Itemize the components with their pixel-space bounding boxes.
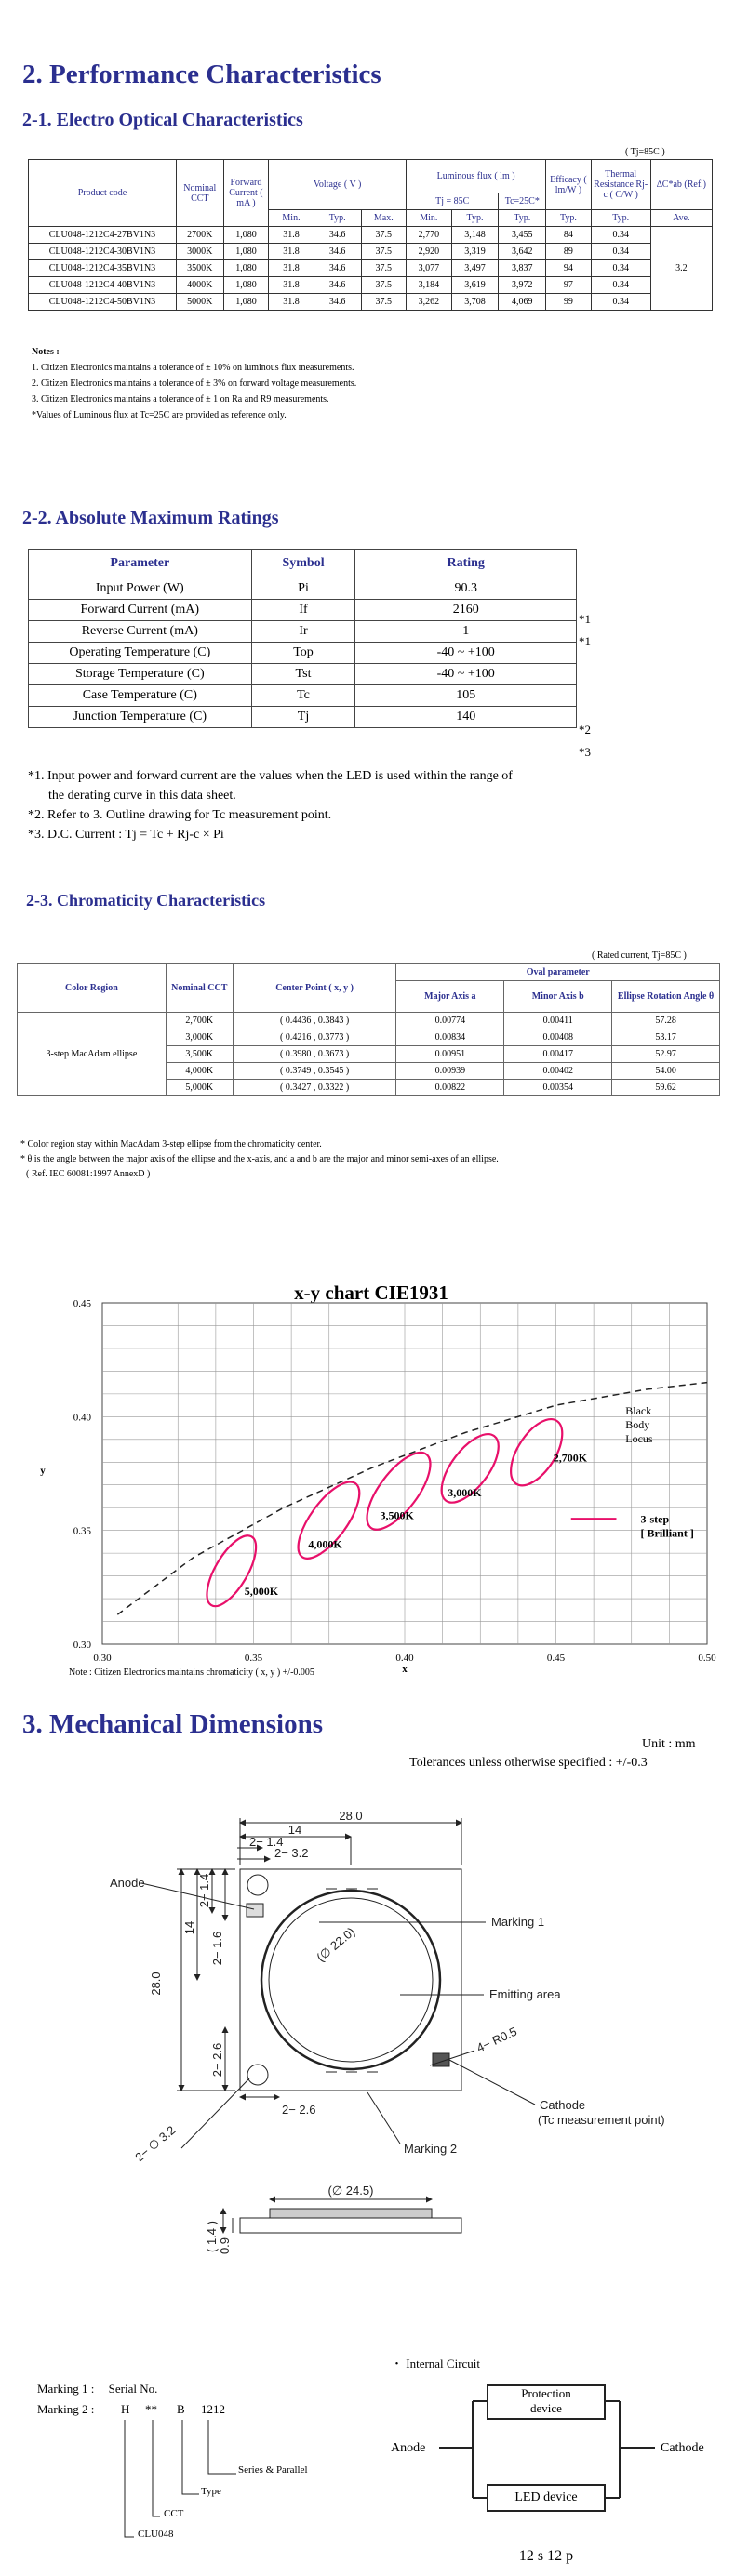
eo-header-fmin: Min. xyxy=(407,210,452,227)
ellipse-label: 4,000K xyxy=(308,1537,342,1551)
amr-rating: -40 ~ +100 xyxy=(355,664,577,685)
y-tick-label: 0.30 xyxy=(73,1640,91,1651)
electro-optical-table xyxy=(28,159,713,311)
eo-vmax: 37.5 xyxy=(361,277,407,294)
eo-eff: 94 xyxy=(546,260,592,277)
chroma-header-major: Major Axis a xyxy=(396,981,504,1013)
chroma-minor: 0.00354 xyxy=(504,1080,612,1096)
ellipse-label: 3,500K xyxy=(380,1508,414,1522)
x-tick-label: 0.45 xyxy=(546,1653,566,1664)
x-tick-label: 0.50 xyxy=(698,1653,716,1664)
table-row xyxy=(29,277,713,294)
amr-symbol: Tj xyxy=(251,707,355,728)
amr-notes xyxy=(28,766,513,844)
chroma-condition: ( Rated current, Tj=85C ) xyxy=(592,950,687,961)
amr-note: the derating curve in this data sheet. xyxy=(48,789,236,803)
eo-ftyp: 3,319 xyxy=(451,244,499,260)
eo-cct: 2700K xyxy=(176,227,223,244)
table-row xyxy=(29,643,577,664)
amr-symbol: Ir xyxy=(251,621,355,643)
eo-notes xyxy=(32,344,356,423)
chroma-major: 0.00822 xyxy=(396,1080,504,1096)
eo-rth: 0.34 xyxy=(591,260,650,277)
protection-line: Protection xyxy=(521,2386,571,2400)
amr-param: Storage Temperature (C) xyxy=(29,664,252,685)
section-title-performance: 2. Performance Characteristics xyxy=(22,60,381,89)
amr-note: *3. D.C. Current : Tj = Tc + Rj-c × Pi xyxy=(28,828,224,842)
eo-header-flux: Luminous flux ( lm ) xyxy=(407,160,546,193)
y-axis-label: y xyxy=(40,1465,46,1477)
locus-label: Body xyxy=(625,1417,650,1431)
amr-note: *1. Input power and forward current are the values when the LED is used within the range of xyxy=(28,769,513,783)
circuit-anode: Anode xyxy=(391,2441,426,2455)
eo-ftc: 3,972 xyxy=(499,277,546,294)
eo-eff: 84 xyxy=(546,227,592,244)
chroma-cct: 4,000K xyxy=(166,1063,233,1080)
dim-h2-2.6: 2− 2.6 xyxy=(282,2103,316,2117)
eo-vmin: 31.8 xyxy=(269,244,314,260)
dim-14: 14 xyxy=(287,1823,302,1837)
eo-eff: 89 xyxy=(546,244,592,260)
eo-ftyp: 3,708 xyxy=(451,294,499,311)
marking2-b: B xyxy=(177,2402,185,2416)
ellipse-label: 3,000K xyxy=(448,1485,482,1499)
eo-header-ftc: Typ. xyxy=(499,210,546,227)
chroma-notes xyxy=(20,1137,499,1182)
amr-param: Junction Temperature (C) xyxy=(29,707,252,728)
chroma-cct: 5,000K xyxy=(166,1080,233,1096)
chroma-cct: 2,700K xyxy=(166,1013,233,1029)
chroma-minor: 0.00402 xyxy=(504,1063,612,1080)
eo-fmin: 3,184 xyxy=(407,277,452,294)
chroma-major: 0.00951 xyxy=(396,1046,504,1063)
eo-code: CLU048-1212C4-30BV1N3 xyxy=(29,244,177,260)
chroma-major: 0.00774 xyxy=(396,1013,504,1029)
section-title-mechanical: 3. Mechanical Dimensions xyxy=(22,1709,324,1739)
eo-header-thermal: Thermal Resistance Rj-c ( C/W ) xyxy=(591,160,650,210)
chroma-angle: 59.62 xyxy=(612,1080,720,1096)
dim-t1.4: ( 1.4 ) xyxy=(205,2221,219,2252)
led-ring xyxy=(261,1891,440,2069)
chroma-note: * θ is the angle between the major axis of the ellipse and the x-axis, and a and b are the major and minor semi-axes of an ellipse. xyxy=(20,1154,499,1164)
ellipse-label: 5,000K xyxy=(244,1585,279,1599)
eo-fmin: 2,770 xyxy=(407,227,452,244)
amr-header-param: Parameter xyxy=(29,550,252,578)
eo-code: CLU048-1212C4-35BV1N3 xyxy=(29,260,177,277)
amr-param: Operating Temperature (C) xyxy=(29,643,252,664)
eo-vmax: 37.5 xyxy=(361,260,407,277)
amr-rating: 140 xyxy=(355,707,577,728)
eo-vmin: 31.8 xyxy=(269,260,314,277)
eo-header-efficacy: Efficacy ( lm/W ) xyxy=(546,160,592,210)
marking-series-parallel: Series & Parallel xyxy=(238,2464,308,2476)
eo-rth: 0.34 xyxy=(591,294,650,311)
dim-v2-1.6: 2− 1.6 xyxy=(210,1931,224,1966)
x-tick-label: 0.30 xyxy=(93,1653,112,1664)
chroma-center: ( 0.3980 , 0.3673 ) xyxy=(233,1046,396,1063)
eo-vtyp: 34.6 xyxy=(314,244,361,260)
dim-phi3.2: 2− ∅ 3.2 xyxy=(132,2122,179,2165)
callout-marking1: Marking 1 xyxy=(491,1915,545,1929)
abs-max-table xyxy=(28,549,577,728)
eo-vtyp: 34.6 xyxy=(314,260,361,277)
callout-cathode: Cathode xyxy=(540,2098,586,2112)
amr-symbol: If xyxy=(251,600,355,621)
eo-header-vmin: Min. xyxy=(269,210,314,227)
eo-note: 2. Citizen Electronics maintains a tolerance of ± 3% on forward voltage measurements. xyxy=(32,378,357,389)
eo-header-cct: Nominal CCT xyxy=(176,160,223,227)
chroma-minor: 0.00408 xyxy=(504,1029,612,1046)
marking-clu048: CLU048 xyxy=(138,2529,174,2540)
chart-title: x-y chart CIE1931 xyxy=(294,1281,448,1304)
dim-v2-1.4: 2− 1.4 xyxy=(197,1873,211,1908)
amr-param: Case Temperature (C) xyxy=(29,685,252,707)
dim-t0.9: 0.9 xyxy=(218,2237,232,2255)
eo-code: CLU048-1212C4-40BV1N3 xyxy=(29,277,177,294)
eo-ftyp: 3,497 xyxy=(451,260,499,277)
chroma-center: ( 0.4216 , 0.3773 ) xyxy=(233,1029,396,1046)
eo-rth: 0.34 xyxy=(591,277,650,294)
amr-rating: 1 xyxy=(355,621,577,643)
table-row xyxy=(29,600,577,621)
amr-symbol: Tst xyxy=(251,664,355,685)
amr-header-symbol: Symbol xyxy=(251,550,355,578)
y-tick-label: 0.45 xyxy=(73,1298,91,1309)
macadam-ellipse xyxy=(197,1529,265,1613)
circuit-cathode: Cathode xyxy=(661,2441,704,2455)
dim-v14: 14 xyxy=(182,1920,196,1935)
callout-marking2: Marking 2 xyxy=(404,2142,458,2156)
eo-condition: ( Tj=85C ) xyxy=(625,147,665,157)
marking-legend xyxy=(37,2382,157,2397)
marking-legend-lines xyxy=(112,2418,242,2557)
chroma-region: 3-step MacAdam ellipse xyxy=(18,1013,167,1096)
table-row xyxy=(18,1013,720,1029)
marking2-label: Marking 2 : xyxy=(37,2402,95,2416)
chroma-angle: 53.17 xyxy=(612,1029,720,1046)
eo-code: CLU048-1212C4-27BV1N3 xyxy=(29,227,177,244)
macadam-ellipse xyxy=(355,1443,441,1540)
chroma-cct: 3,500K xyxy=(166,1046,233,1063)
chroma-note: ( Ref. IEC 60081:1997 AnnexD ) xyxy=(26,1169,151,1179)
chroma-center: ( 0.3427 , 0.3322 ) xyxy=(233,1080,396,1096)
eo-fmin: 3,077 xyxy=(407,260,452,277)
eo-current: 1,080 xyxy=(223,244,269,260)
eo-fmin: 2,920 xyxy=(407,244,452,260)
dim-phi22: (∅ 22.0) xyxy=(314,1924,358,1965)
marking2-h: H xyxy=(121,2402,130,2416)
dim-height: 28.0 xyxy=(149,1972,163,1996)
marking1-label: Marking 1 : xyxy=(37,2382,95,2396)
eo-fmin: 3,262 xyxy=(407,294,452,311)
circuit-config: 12 s 12 p xyxy=(518,2548,574,2564)
eo-vmin: 31.8 xyxy=(269,294,314,311)
chroma-header-minor: Minor Axis b xyxy=(504,981,612,1013)
eo-eff: 97 xyxy=(546,277,592,294)
eo-cct: 3000K xyxy=(176,244,223,260)
amr-rating: -40 ~ +100 xyxy=(355,643,577,664)
amr-note: *2. Refer to 3. Outline drawing for Tc measurement point. xyxy=(28,808,332,822)
eo-header-tc: Tc=25C* xyxy=(499,193,546,210)
eo-rth: 0.34 xyxy=(591,227,650,244)
table-row xyxy=(29,664,577,685)
chroma-header-angle: Ellipse Rotation Angle θ xyxy=(612,981,720,1013)
table-row xyxy=(29,621,577,643)
eo-header-rthtyp: Typ. xyxy=(591,210,650,227)
dim-width: 28.0 xyxy=(339,1809,363,1823)
callout-tc-point: (Tc measurement point) xyxy=(538,2113,665,2127)
chroma-angle: 52.97 xyxy=(612,1046,720,1063)
mechanical-drawing xyxy=(0,1772,735,2325)
marking1-value: Serial No. xyxy=(108,2382,158,2396)
eo-header-ave: Ave. xyxy=(650,210,712,227)
x-axis-label: x xyxy=(402,1664,408,1675)
amr-rating: 105 xyxy=(355,685,577,707)
mounting-hole-bottom xyxy=(247,2065,268,2085)
eo-vtyp: 34.6 xyxy=(314,294,361,311)
dim-2-3.2: 2− 3.2 xyxy=(274,1846,309,1860)
eo-vtyp: 34.6 xyxy=(314,227,361,244)
package-outline xyxy=(240,1869,461,2091)
eo-ftc: 4,069 xyxy=(499,294,546,311)
eo-ftc: 3,837 xyxy=(499,260,546,277)
chroma-header-cct: Nominal CCT xyxy=(166,964,233,1013)
ellipse-label: 2,700K xyxy=(553,1451,588,1465)
eo-notes-title: Notes : xyxy=(32,347,60,357)
table-row xyxy=(29,685,577,707)
eo-header-tj: Tj = 85C xyxy=(407,193,499,210)
amr-footnote-ref: *1 xyxy=(579,612,591,626)
dim-v2-2.6: 2− 2.6 xyxy=(210,2042,224,2078)
chroma-header-oval: Oval parameter xyxy=(396,964,720,981)
unit-label: Unit : mm xyxy=(642,1737,696,1751)
marking-type: Type xyxy=(201,2486,221,2497)
eo-ftyp: 3,619 xyxy=(451,277,499,294)
eo-header-current: Forward Current ( mA ) xyxy=(223,160,269,227)
protection-line: device xyxy=(530,2401,562,2415)
eo-header-product: Product code xyxy=(29,160,177,227)
eo-header-vmax: Max. xyxy=(361,210,407,227)
amr-param: Input Power (W) xyxy=(29,578,252,600)
eo-code: CLU048-1212C4-50BV1N3 xyxy=(29,294,177,311)
locus-label: Locus xyxy=(625,1431,653,1445)
table-row xyxy=(29,227,713,244)
legend-label: [ Brilliant ] xyxy=(640,1526,694,1540)
chroma-header-center: Center Point ( x, y ) xyxy=(233,964,396,1013)
callout-emitting: Emitting area xyxy=(489,1987,561,2001)
chart-note: Note : Citizen Electronics maintains chromaticity ( x, y ) +/-0.005 xyxy=(69,1667,314,1678)
eo-cct: 4000K xyxy=(176,277,223,294)
eo-note: 3. Citizen Electronics maintains a tolerance of ± 1 on Ra and R9 measurements. xyxy=(32,394,329,405)
tolerance-label: Tolerances unless otherwise specified : +/-0.3 xyxy=(409,1756,648,1770)
eo-ftyp: 3,148 xyxy=(451,227,499,244)
protection-device-label xyxy=(488,2386,605,2416)
dim-phi24.5: (∅ 24.5) xyxy=(327,2184,374,2198)
table-row xyxy=(29,707,577,728)
eo-cct: 5000K xyxy=(176,294,223,311)
subsection-title-abs-max: 2-2. Absolute Maximum Ratings xyxy=(22,508,279,528)
chromaticity-table xyxy=(17,963,720,1096)
subsection-title-electro-optical: 2-1. Electro Optical Characteristics xyxy=(22,110,303,130)
eo-current: 1,080 xyxy=(223,294,269,311)
chroma-angle: 54.00 xyxy=(612,1063,720,1080)
eo-header-dcab: ∆C*ab (Ref.) xyxy=(650,160,712,210)
side-view xyxy=(240,2218,461,2233)
chroma-header-region: Color Region xyxy=(18,964,167,1013)
eo-vmax: 37.5 xyxy=(361,227,407,244)
mounting-hole-top xyxy=(247,1875,268,1895)
eo-note: 1. Citizen Electronics maintains a tolerance of ± 10% on luminous flux measurements. xyxy=(32,363,354,373)
eo-vmin: 31.8 xyxy=(269,227,314,244)
eo-header-vtyp: Typ. xyxy=(314,210,361,227)
x-tick-label: 0.35 xyxy=(244,1653,263,1664)
eo-ftc: 3,642 xyxy=(499,244,546,260)
chroma-center: ( 0.3749 , 0.3545 ) xyxy=(233,1063,396,1080)
eo-header-ftyp: Typ. xyxy=(451,210,499,227)
table-row xyxy=(29,244,713,260)
dim-r05: 4− R0.5 xyxy=(474,2024,519,2055)
led-device-label: LED device xyxy=(514,2490,578,2504)
amr-footnote-ref: *2 xyxy=(579,723,591,737)
black-body-locus xyxy=(117,1383,707,1615)
chroma-minor: 0.00417 xyxy=(504,1046,612,1063)
chroma-note: * Color region stay within MacAdam 3-step ellipse from the chromaticity center. xyxy=(20,1139,322,1149)
locus-label: Black xyxy=(625,1403,652,1417)
marking-cct: CCT xyxy=(164,2508,184,2519)
amr-symbol: Tc xyxy=(251,685,355,707)
eo-dcab-value: 3.2 xyxy=(650,227,712,311)
eo-rth: 0.34 xyxy=(591,244,650,260)
eo-current: 1,080 xyxy=(223,260,269,277)
eo-vmax: 37.5 xyxy=(361,244,407,260)
chroma-center: ( 0.4436 , 0.3843 ) xyxy=(233,1013,396,1029)
eo-header-voltage: Voltage ( V ) xyxy=(269,160,407,210)
eo-eff: 99 xyxy=(546,294,592,311)
eo-header-efftyp: Typ. xyxy=(546,210,592,227)
callout-anode: Anode xyxy=(110,1876,145,1890)
eo-cct: 3500K xyxy=(176,260,223,277)
eo-current: 1,080 xyxy=(223,277,269,294)
amr-header-rating: Rating xyxy=(355,550,577,578)
subsection-title-chromaticity: 2-3. Chromaticity Characteristics xyxy=(26,891,266,910)
eo-vtyp: 34.6 xyxy=(314,277,361,294)
x-tick-label: 0.40 xyxy=(395,1653,414,1664)
chroma-major: 0.00834 xyxy=(396,1029,504,1046)
eo-current: 1,080 xyxy=(223,227,269,244)
amr-symbol: Top xyxy=(251,643,355,664)
table-row xyxy=(29,260,713,277)
marking2-stars: ** xyxy=(145,2402,157,2416)
eo-vmax: 37.5 xyxy=(361,294,407,311)
amr-rating: 2160 xyxy=(355,600,577,621)
y-tick-label: 0.40 xyxy=(73,1412,91,1424)
amr-param: Reverse Current (mA) xyxy=(29,621,252,643)
eo-note: *Values of Luminous flux at Tc=25C are provided as reference only. xyxy=(32,410,287,420)
eo-ftc: 3,455 xyxy=(499,227,546,244)
y-tick-label: 0.35 xyxy=(73,1525,91,1537)
amr-symbol: Pi xyxy=(251,578,355,600)
legend-label: 3-step xyxy=(640,1512,670,1526)
amr-rating: 90.3 xyxy=(355,578,577,600)
amr-footnote-ref: *1 xyxy=(579,634,591,648)
table-row xyxy=(29,294,713,311)
anode-pad xyxy=(247,1904,263,1917)
eo-vmin: 31.8 xyxy=(269,277,314,294)
side-view-dome xyxy=(270,2209,432,2218)
amr-param: Forward Current (mA) xyxy=(29,600,252,621)
circuit-title: ・ Internal Circuit xyxy=(391,2357,481,2370)
chroma-cct: 3,000K xyxy=(166,1029,233,1046)
dim-2-1.4: 2− 1.4 xyxy=(249,1835,284,1849)
chroma-angle: 57.28 xyxy=(612,1013,720,1029)
table-row xyxy=(29,578,577,600)
marking2-num: 1212 xyxy=(201,2402,225,2416)
chroma-major: 0.00939 xyxy=(396,1063,504,1080)
chroma-minor: 0.00411 xyxy=(504,1013,612,1029)
amr-footnote-ref: *3 xyxy=(579,745,591,759)
